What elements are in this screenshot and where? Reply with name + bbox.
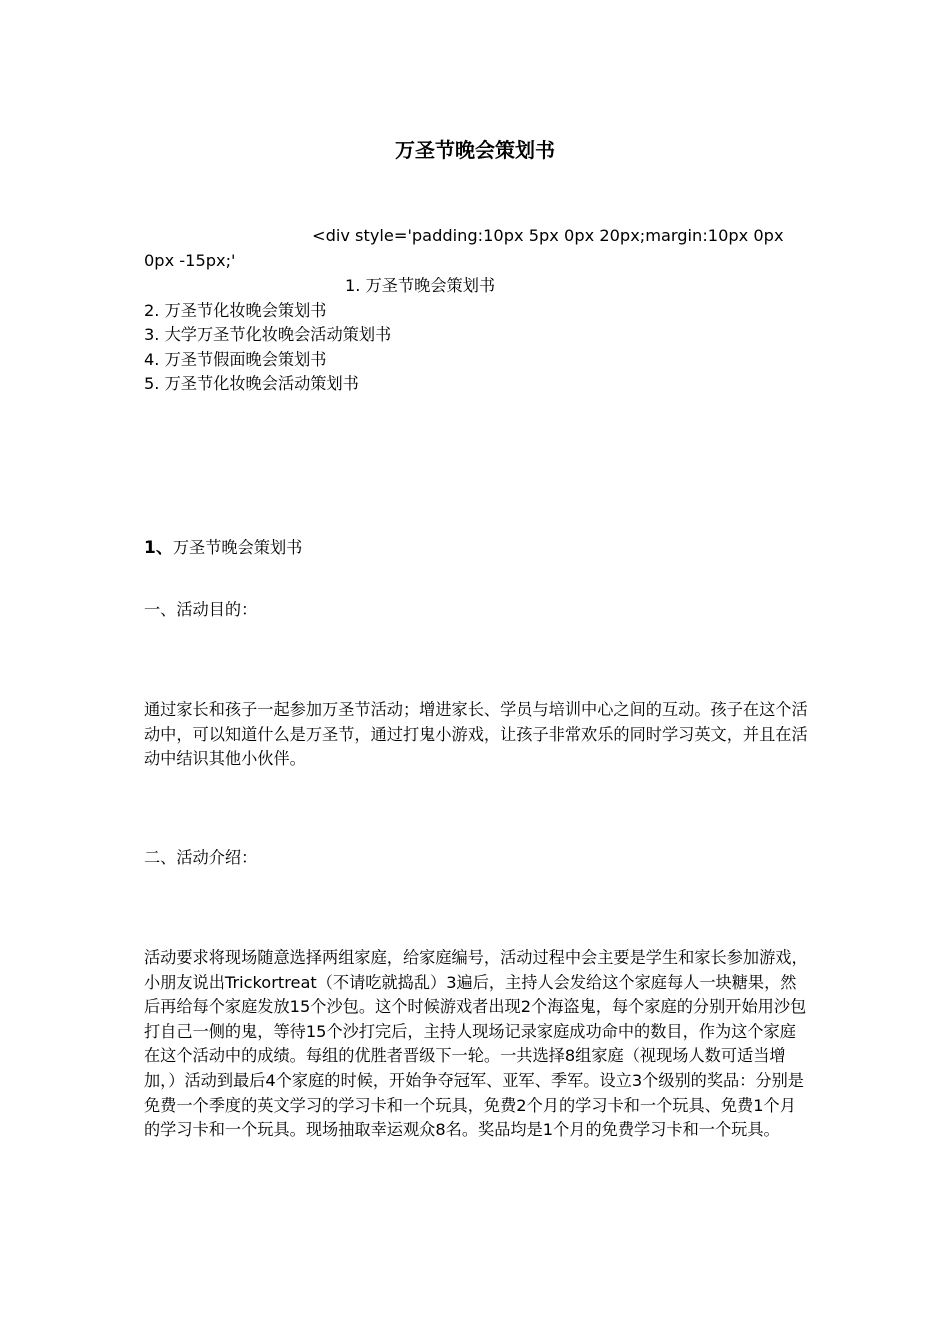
document-title: 万圣节晚会策划书 bbox=[395, 138, 555, 162]
introduction-paragraph: 活动要求将现场随意选择两组家庭，给家庭编号，活动过程中会主要是学生和家长参加游戏，小朋友说出Trickortreat（不请吃就捣乱）3遍后，主持人会发给这个家庭每人一块糖果，然后再给每个家庭发放15个沙包。这个时候游戏者出现2个海盗鬼，每个家庭的分别开始用沙包打自己一侧的鬼，等待15个沙打完后，主持人现场记录家庭成功命中的数目，作为这个家庭在这个活动中的成绩。每组的优胜者晋级下一轮。一共选择8组家庭（视现场人数可适当增加，）活动到最后4个家庭的时候，开始争夺冠军、亚军、季军。设立3个级别的奖品：分别是免费一个季度的英文学习的学习卡和一个玩具，免费2个月的学习卡和一个玩具、免费1个月的学习卡和一个玩具。现场抽取幸运观众8名。奖品均是1个月的免费学习卡和一个玩具。 bbox=[144, 948, 808, 1140]
table-of-contents bbox=[144, 274, 812, 397]
toc-raw-markup: <div style='padding:10px 5px 0px 20px;margin:10px 0px 0px -15px;' bbox=[144, 226, 784, 270]
toc-item[interactable]: 1. 万圣节晚会策划书 bbox=[345, 276, 496, 295]
toc-item[interactable]: 5. 万圣节化妆晚会活动策划书 bbox=[144, 374, 359, 394]
purpose-paragraph: 通过家长和孩子一起参加万圣节活动；增进家长、学员与培训中心之间的互动。孩子在这个活动中，可以知道什么是万圣节，通过打鬼小游戏，让孩子非常欢乐的同时学习英文，并且在活动中结识其他小伙伴。 bbox=[144, 700, 808, 769]
section-heading bbox=[144, 536, 812, 561]
section-number: 1、 bbox=[144, 538, 173, 558]
toc-item[interactable]: 3. 大学万圣节化妆晚会活动策划书 bbox=[144, 325, 392, 345]
heading-introduction: 二、活动介绍： bbox=[144, 848, 258, 867]
heading-purpose: 一、活动目的： bbox=[144, 600, 258, 619]
section-title: 万圣节晚会策划书 bbox=[172, 538, 303, 557]
toc-item[interactable]: 2. 万圣节化妆晚会策划书 bbox=[144, 300, 327, 320]
toc-item[interactable]: 4. 万圣节假面晚会策划书 bbox=[144, 349, 327, 369]
